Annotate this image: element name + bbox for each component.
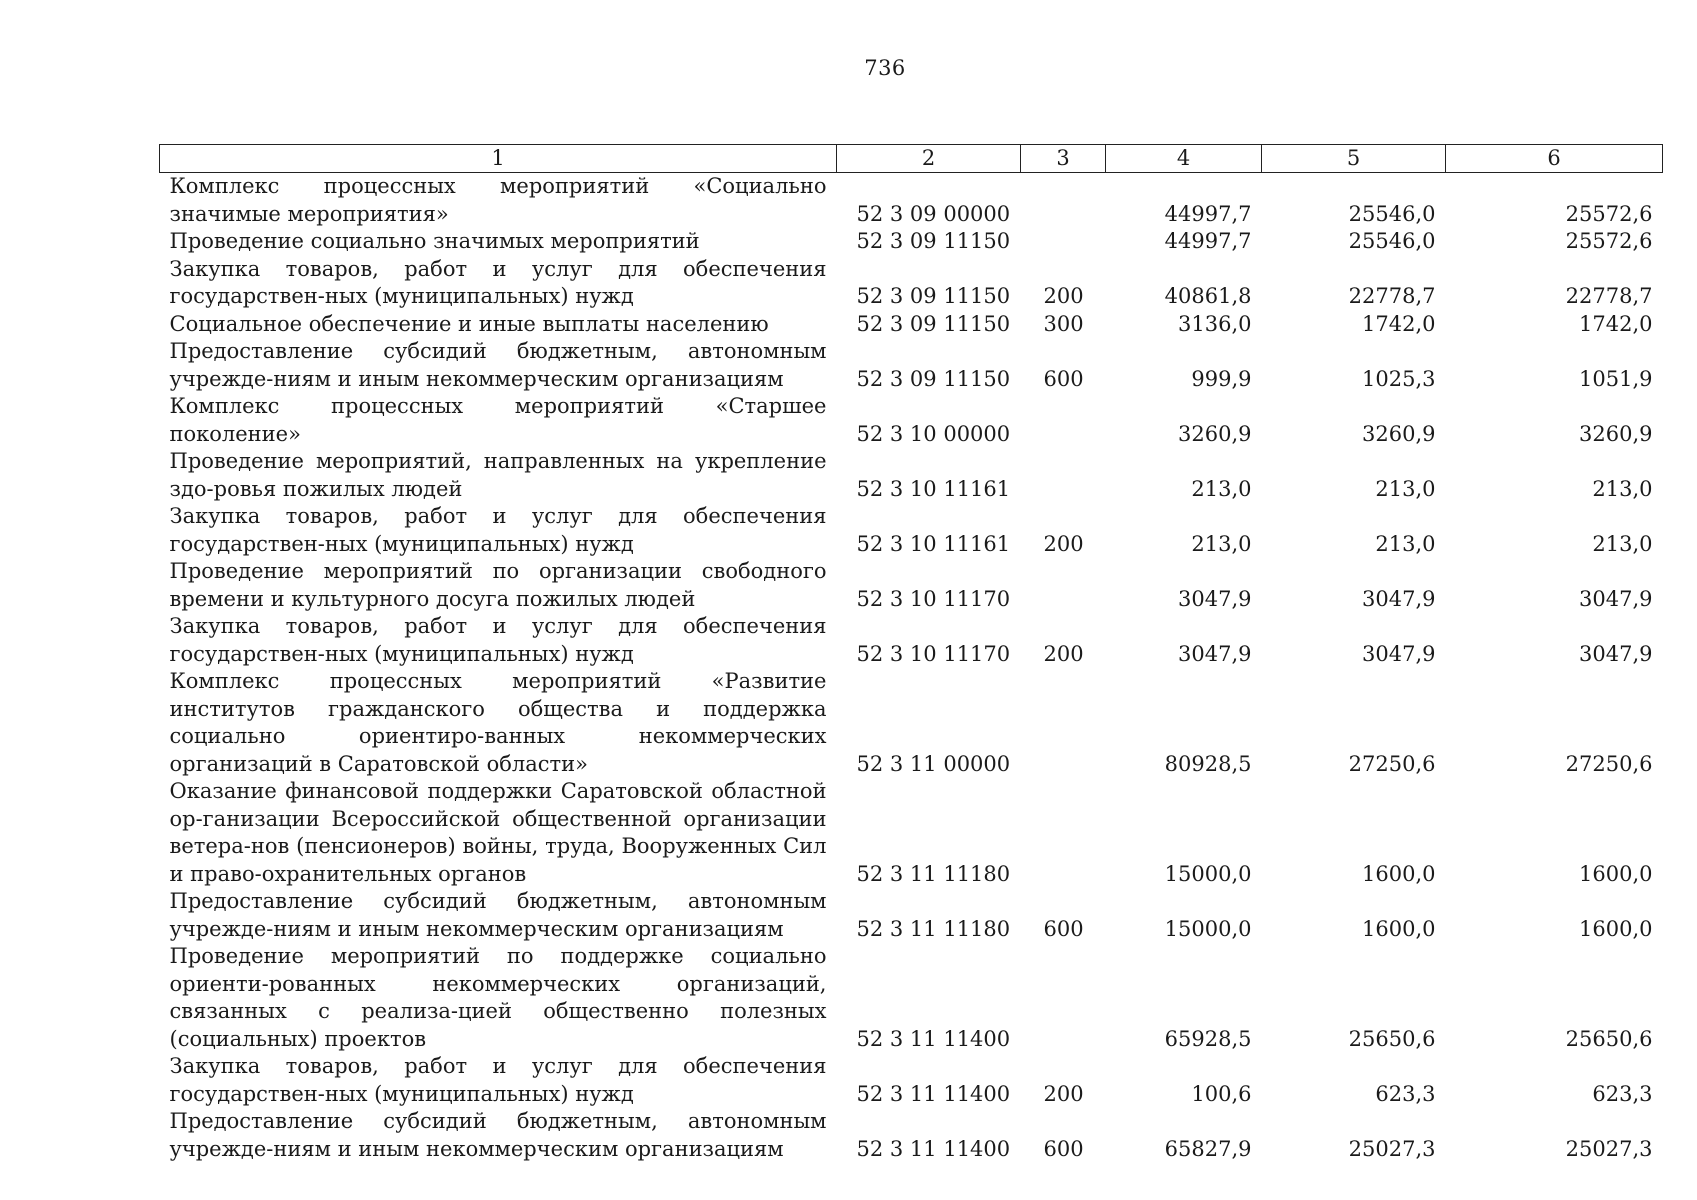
header-row (160, 145, 1663, 173)
header-col-5: 5 (1262, 145, 1446, 173)
table-row (160, 228, 1663, 256)
row-name-cell: Закупка товаров, работ и услуг для обеспечения государствен-ных (муниципальных) нужд (169, 1054, 827, 1106)
row-amount-col5-cell: 213,0 (1375, 476, 1436, 501)
row-code-cell: 52 3 11 11180 (856, 861, 1011, 886)
row-amount-col4-cell: 999,9 (1191, 366, 1252, 391)
row-amount-col4-cell: 3047,9 (1178, 641, 1252, 666)
row-code-cell: 52 3 09 11150 (856, 284, 1011, 308)
row-amount-col4-cell: 65827,9 (1164, 1136, 1252, 1161)
row-amount-col6-cell: 3047,9 (1579, 586, 1653, 611)
row-amount-col5-cell: 25027,3 (1348, 1136, 1436, 1161)
row-amount-col5-cell: 1600,0 (1362, 916, 1436, 941)
table-row (160, 1053, 1663, 1108)
row-amount-col5-cell: 3260,9 (1362, 421, 1436, 446)
row-amount-col4-cell: 3260,9 (1178, 421, 1252, 446)
table-row (160, 393, 1663, 448)
row-code-cell: 52 3 11 00000 (856, 751, 1011, 776)
row-amount-col5-cell: 3047,9 (1362, 641, 1436, 666)
row-expense-type-cell: 300 (1043, 311, 1084, 336)
row-expense-type-cell (1021, 558, 1106, 613)
header-col-6: 6 (1446, 145, 1663, 173)
header-col-2: 2 (837, 145, 1021, 173)
row-amount-col5-cell: 25650,6 (1348, 1026, 1436, 1051)
row-amount-col5-cell: 213,0 (1375, 531, 1436, 556)
row-expense-type-cell (1021, 778, 1106, 888)
row-name-cell: Оказание финансовой поддержки Саратовской областной ор-ганизации Всероссийской общественной организации ветера-нов (пенсионеров) войны, труда, Вооруженных Сил и право-охранительных органов (169, 779, 827, 886)
row-amount-col4-cell: 65928,5 (1164, 1026, 1252, 1051)
row-expense-type-cell: 200 (1043, 284, 1084, 308)
header-col-4: 4 (1106, 145, 1262, 173)
row-expense-type-cell: 200 (1043, 641, 1084, 666)
row-name-cell: Предоставление субсидий бюджетным, автономным учрежде-ниям и иным некоммерческим организациям (169, 1109, 827, 1161)
table-row (160, 503, 1663, 558)
row-code-cell: 52 3 11 11400 (856, 1136, 1011, 1161)
row-expense-type-cell (1021, 448, 1106, 503)
table-row (160, 173, 1663, 229)
row-code-cell: 52 3 10 00000 (856, 421, 1011, 446)
row-amount-col5-cell: 22778,7 (1348, 284, 1436, 308)
table-row (160, 311, 1663, 339)
row-code-cell: 52 3 10 11170 (856, 586, 1011, 611)
row-amount-col6-cell: 25027,3 (1565, 1136, 1653, 1161)
row-amount-col5-cell: 1742,0 (1362, 311, 1436, 336)
table-row (160, 448, 1663, 503)
row-amount-col5-cell: 623,3 (1375, 1081, 1436, 1106)
row-code-cell: 52 3 11 11180 (856, 916, 1011, 941)
row-name-cell: Проведение социально значимых мероприятий (169, 229, 700, 253)
row-amount-col4-cell: 15000,0 (1164, 861, 1252, 886)
row-amount-col6-cell: 27250,6 (1565, 751, 1653, 776)
row-amount-col4-cell: 3136,0 (1178, 311, 1252, 336)
table-row (160, 888, 1663, 943)
row-name-cell: Комплекс процессных мероприятий «Развитие институтов гражданского общества и поддержка социально ориентиро-ванных некоммерческих организаций в Саратовской области» (169, 669, 827, 776)
row-amount-col4-cell: 40861,8 (1164, 284, 1252, 308)
row-amount-col6-cell: 1742,0 (1579, 311, 1653, 336)
table-row (160, 1108, 1663, 1163)
row-code-cell: 52 3 11 11400 (856, 1081, 1011, 1106)
table-row (160, 943, 1663, 1053)
row-amount-col5-cell: 3047,9 (1362, 586, 1436, 611)
budget-table (159, 144, 1663, 1163)
row-amount-col4-cell: 213,0 (1191, 531, 1252, 556)
row-amount-col5-cell: 27250,6 (1348, 751, 1436, 776)
table-row (160, 558, 1663, 613)
table-row (160, 668, 1663, 778)
table-row (160, 613, 1663, 668)
header-col-3: 3 (1021, 145, 1106, 173)
row-amount-col6-cell: 25650,6 (1565, 1026, 1653, 1051)
row-code-cell: 52 3 11 11400 (856, 1026, 1011, 1051)
row-amount-col4-cell: 3047,9 (1178, 586, 1252, 611)
row-name-cell: Проведение мероприятий по организации свободного времени и культурного досуга пожилых людей (169, 559, 827, 611)
table-row (160, 338, 1663, 393)
row-code-cell: 52 3 09 11150 (856, 229, 1011, 253)
row-amount-col4-cell: 15000,0 (1164, 916, 1252, 941)
row-expense-type-cell: 600 (1043, 1136, 1084, 1161)
row-expense-type-cell (1021, 393, 1106, 448)
row-amount-col4-cell: 100,6 (1191, 1081, 1252, 1106)
row-expense-type-cell (1021, 668, 1106, 778)
table-body (160, 173, 1663, 1164)
row-amount-col6-cell: 213,0 (1592, 476, 1653, 501)
row-amount-col6-cell: 25572,6 (1565, 201, 1653, 226)
row-code-cell: 52 3 09 11150 (856, 366, 1011, 391)
row-amount-col5-cell: 25546,0 (1348, 201, 1436, 226)
row-amount-col5-cell: 1025,3 (1362, 366, 1436, 391)
row-name-cell: Закупка товаров, работ и услуг для обеспечения государствен-ных (муниципальных) нужд (169, 504, 827, 556)
row-amount-col6-cell: 1600,0 (1579, 861, 1653, 886)
row-amount-col4-cell: 80928,5 (1164, 751, 1252, 776)
row-amount-col6-cell: 1600,0 (1579, 916, 1653, 941)
row-expense-type-cell (1021, 173, 1106, 229)
row-amount-col6-cell: 22778,7 (1565, 284, 1653, 308)
row-name-cell: Проведение мероприятий, направленных на укрепление здо-ровья пожилых людей (169, 449, 827, 501)
row-expense-type-cell: 600 (1043, 916, 1084, 941)
row-code-cell: 52 3 10 11161 (856, 476, 1011, 501)
row-name-cell: Предоставление субсидий бюджетным, автономным учрежде-ниям и иным некоммерческим организациям (169, 889, 827, 941)
header-col-1: 1 (160, 145, 837, 173)
page-number: 736 (864, 56, 906, 80)
row-expense-type-cell (1021, 228, 1106, 256)
table-row (160, 256, 1663, 311)
row-amount-col4-cell: 44997,7 (1164, 201, 1252, 226)
table-row (160, 778, 1663, 888)
row-expense-type-cell: 600 (1043, 366, 1084, 391)
row-expense-type-cell: 200 (1043, 531, 1084, 556)
row-name-cell: Комплекс процессных мероприятий «Старшее поколение» (169, 394, 827, 446)
row-amount-col5-cell: 25546,0 (1348, 229, 1436, 253)
row-amount-col6-cell: 1051,9 (1579, 366, 1653, 391)
row-amount-col6-cell: 213,0 (1592, 531, 1653, 556)
row-code-cell: 52 3 10 11161 (856, 531, 1011, 556)
row-name-cell: Проведение мероприятий по поддержке социально ориенти-рованных некоммерческих организаций, связанных с реализа-цией общественно полезных (социальных) проектов (169, 944, 827, 1051)
row-expense-type-cell: 200 (1043, 1081, 1084, 1106)
row-code-cell: 52 3 10 11170 (856, 641, 1011, 666)
row-name-cell: Закупка товаров, работ и услуг для обеспечения государствен-ных (муниципальных) нужд (169, 614, 827, 666)
row-name-cell: Социальное обеспечение и иные выплаты населению (169, 311, 769, 336)
row-amount-col5-cell: 1600,0 (1362, 861, 1436, 886)
table-header (160, 145, 1663, 173)
row-name-cell: Комплекс процессных мероприятий «Социально значимые мероприятия» (169, 174, 827, 226)
row-amount-col6-cell: 623,3 (1592, 1081, 1653, 1106)
row-amount-col6-cell: 3047,9 (1579, 641, 1653, 666)
row-amount-col6-cell: 25572,6 (1565, 229, 1653, 253)
row-name-cell: Закупка товаров, работ и услуг для обеспечения государствен-ных (муниципальных) нужд (169, 256, 827, 308)
row-code-cell: 52 3 09 00000 (856, 201, 1011, 226)
row-name-cell: Предоставление субсидий бюджетным, автономным учрежде-ниям и иным некоммерческим организациям (169, 339, 827, 391)
row-expense-type-cell (1021, 943, 1106, 1053)
row-amount-col4-cell: 44997,7 (1164, 229, 1252, 253)
row-amount-col6-cell: 3260,9 (1579, 421, 1653, 446)
row-code-cell: 52 3 09 11150 (856, 311, 1011, 336)
row-amount-col4-cell: 213,0 (1191, 476, 1252, 501)
